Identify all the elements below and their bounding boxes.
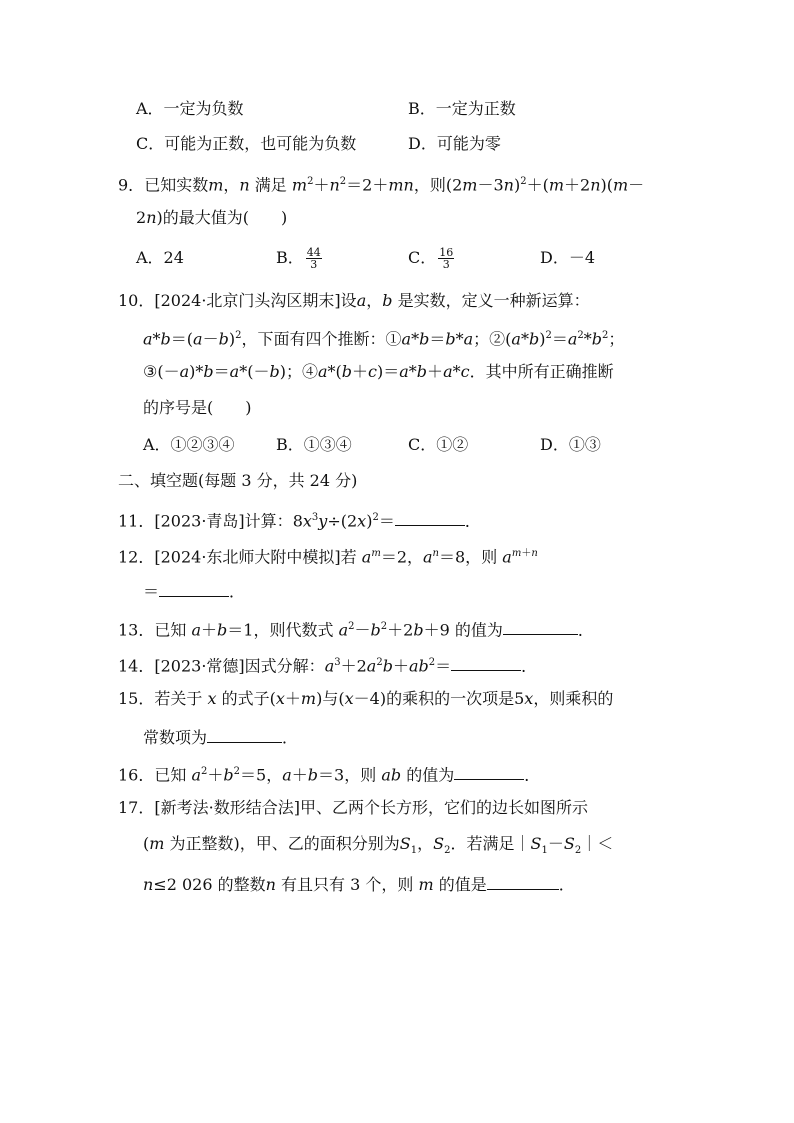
q16-answer-blank[interactable] <box>454 761 524 780</box>
q10-option-a: A．①②③④ <box>143 435 235 454</box>
q10-option-d: D．①③ <box>540 435 601 454</box>
q9-text: 则 <box>429 175 446 195</box>
q9-option-b-label: B． <box>276 248 304 267</box>
q14-answer-blank[interactable] <box>451 652 521 671</box>
q9-text: 的最大值为( ) <box>162 208 288 227</box>
q9-text: 满足 <box>254 175 287 195</box>
q16-text: 的值为 <box>406 765 455 785</box>
q15-text: 常数项为 <box>143 728 208 747</box>
q17-line-2: (m 为正整数)，甲、乙的面积分别为$S_1$，$S_2$．若满足$|S_1-S_2|<$ <box>143 834 614 857</box>
q12-text: 则 <box>481 547 498 567</box>
q15-text: 的式子 <box>221 689 270 708</box>
fraction-denominator: 3 <box>310 258 318 271</box>
q8-option-a: A．一定为负数 <box>136 99 244 118</box>
section-title: 二、填空题(每题 3 分，共 24 分) <box>118 471 358 490</box>
q10-line-4: 的序号是( ) <box>143 398 252 417</box>
q9-option-b <box>276 247 324 269</box>
q9-option-c-fraction <box>438 247 454 270</box>
q8-option-c: C．可能为正数，也可能为负数 <box>136 134 357 153</box>
q14: 14．[2023·常德]因式分解：$a^3+2a^2b+ab^2=$ ． <box>118 652 537 674</box>
fraction-numerator: 44 <box>306 246 321 259</box>
q9-option-d: D．－4 <box>540 248 596 267</box>
q14-text: 因式分解： <box>244 656 325 676</box>
q12-source: [2024·东北师大附中模拟] <box>154 547 341 567</box>
q10-text: 设 <box>340 291 357 310</box>
q15-text: 则乘积的 <box>549 689 614 708</box>
q10-claim-3: ③ <box>143 362 158 381</box>
q13-text: 已知 <box>154 620 187 640</box>
q15-text: 与 <box>322 689 339 708</box>
q17-text: 若满足 <box>466 834 515 853</box>
q12-answer-blank[interactable] <box>159 578 229 597</box>
q12-number: 12． <box>118 547 155 567</box>
q17-answer-blank[interactable] <box>487 871 559 890</box>
q16: 16．已知 $a^2+b^2=5$，a＋b＝3，则 ab 的值为 ． <box>118 761 540 783</box>
q9-option-c <box>408 247 456 269</box>
q17-text: 为正整数)，甲、乙的面积分别为 <box>169 834 400 853</box>
q15-text: 若关于 <box>154 689 203 708</box>
q9-option-c-label: C． <box>408 248 437 267</box>
q12-text: 若 <box>340 547 357 567</box>
q10-text: 是实数，定义一种新运算： <box>397 291 590 310</box>
q10-line-1: 10．[2024·北京门头沟区期末]设a，b 是实数，定义一种新运算： <box>118 291 590 310</box>
q14-source: [2023·常德] <box>154 656 245 676</box>
q10-claim-2: ② <box>489 329 506 349</box>
q17-text: 甲、乙两个长方形，它们的边长如图所示 <box>299 798 588 817</box>
q16-text: 则 <box>360 765 377 785</box>
fraction-denominator: 3 <box>442 258 450 271</box>
q9-number: 9． <box>118 175 145 195</box>
q17-text: 的值是 <box>438 875 487 894</box>
q15-line-1: 15．若关于 x 的式子(x＋m)与(x－4)的乘积的一次项是5x，则乘积的 <box>118 689 614 708</box>
q17-text: 有且只有 <box>281 875 346 894</box>
q15-line-2: 常数项为 ． <box>143 724 298 746</box>
q16-number: 16． <box>118 765 155 785</box>
q14-number: 14． <box>118 656 155 676</box>
q11-number: 11． <box>118 511 155 531</box>
q13: 13．已知 a＋b＝1，则代数式 $a^2-b^2+2b+9$ 的值为 ． <box>118 616 594 638</box>
q9-text: 已知实数 <box>144 175 209 195</box>
q10-claim-1: ① <box>385 329 402 349</box>
q17-text: 个，则 <box>365 875 414 894</box>
q12-line-2: ＝ ． <box>143 578 245 600</box>
q10-option-c: C．①② <box>408 435 469 454</box>
q17-source: [新考法·数形结合法] <box>154 798 300 817</box>
q15-text: 的乘积的一次项是 <box>386 689 515 708</box>
q10-text: 其中所有正确推断 <box>485 362 614 381</box>
q10-number: 10． <box>118 291 155 310</box>
q11: 11．[2023·青岛]计算：$8x^3y\div(2x)^2=$ ． <box>118 507 481 529</box>
q10-option-b: B．①③④ <box>276 435 352 454</box>
q13-text: 的值为 <box>454 620 503 640</box>
q13-number: 13． <box>118 620 155 640</box>
q10-line-2: $a*b=(a-b)^2$，下面有四个推断：①a*b＝b*a；$②(a*b)^2=a^2*b^2$； <box>143 329 625 349</box>
q17-number: 17． <box>118 798 155 817</box>
q13-text: 则代数式 <box>269 620 334 640</box>
q12-line-1: 12．[2024·东北师大附中模拟]若 $a^m=2$，$a^n=8$，则 $a^{m+n}$ <box>118 547 538 567</box>
q8-option-d: D．可能为零 <box>408 134 501 153</box>
q15-number: 15． <box>118 689 155 708</box>
q8-option-b: B．一定为正数 <box>408 99 516 118</box>
q11-text: 计算： <box>244 511 293 531</box>
q13-answer-blank[interactable] <box>503 616 578 635</box>
q11-answer-blank[interactable] <box>395 507 465 526</box>
q10-claim-4: ④ <box>301 362 318 381</box>
q9-option-b-fraction <box>306 247 322 270</box>
q17-line-3: n≤2 026 的整数n 有且只有 3 个，则 m 的值是 ． <box>143 871 575 893</box>
q10-text: ，下面有四个推断： <box>241 329 386 349</box>
q15-answer-blank[interactable] <box>207 724 282 743</box>
fraction-numerator: 16 <box>439 246 454 259</box>
q17-line-1 <box>118 797 588 819</box>
q10-source: [2024·北京门头沟区期末] <box>154 291 341 310</box>
q9-line-2: 2n)的最大值为( ) <box>136 208 288 227</box>
q16-text: 已知 <box>154 765 187 785</box>
q11-source: [2023·青岛] <box>154 511 245 531</box>
q17-text: 的整数 <box>217 875 266 894</box>
q9-option-a: A．24 <box>136 248 184 267</box>
q10-line-3: ③(－a)*b＝a*(－b)；④a*(b＋c)＝a*b＋a*c．其中所有正确推断 <box>143 362 614 381</box>
q9-line-1: 9．已知实数m，n 满足 $m^2+n^2=2+mn$，则$(2m-3n)^2+(m+2n)(m-$ <box>118 175 645 195</box>
